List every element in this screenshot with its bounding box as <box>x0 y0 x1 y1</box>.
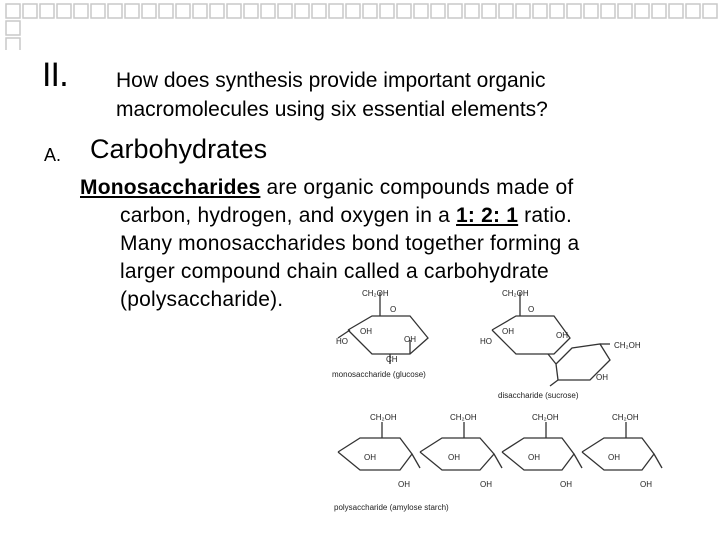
para-line2 <box>80 202 680 230</box>
amylose-oh-2: OH <box>448 453 460 462</box>
corner-square <box>40 4 54 18</box>
sucrose-oh3-label: OH <box>596 373 608 382</box>
corner-square <box>703 4 717 18</box>
para-line4: larger compound chain called a carbohydrate <box>120 260 549 283</box>
corner-square <box>125 4 139 18</box>
corner-square <box>567 4 581 18</box>
glucose-o-label: O <box>390 305 397 314</box>
amylose-oh-8: OH <box>640 480 652 489</box>
polysaccharide-caption: polysaccharide (amylose starch) <box>334 503 449 512</box>
corner-square <box>278 4 292 18</box>
corner-square <box>193 4 207 18</box>
para-text3: ratio. <box>518 204 573 227</box>
sucrose-ch2oh-label: CH₂OH <box>502 289 529 298</box>
corner-square <box>295 4 309 18</box>
corner-square <box>448 4 462 18</box>
amylose-oh-4: OH <box>608 453 620 462</box>
corner-square <box>635 4 649 18</box>
corner-square <box>414 4 428 18</box>
corner-square <box>431 4 445 18</box>
amylose-oh-5: OH <box>398 480 410 489</box>
section-question: How does synthesis provide important organic macromolecules using six essential elements? <box>116 69 548 121</box>
glucose-oh-label: OH <box>360 327 372 336</box>
amylose-oh-1: OH <box>364 453 376 462</box>
monosaccharide-caption: monosaccharide (glucose) <box>332 370 426 379</box>
corner-square <box>584 4 598 18</box>
corner-square <box>652 4 666 18</box>
amylose-ch2oh-1: CH₂OH <box>370 413 397 422</box>
corner-square <box>533 4 547 18</box>
corner-square <box>312 4 326 18</box>
corner-square <box>465 4 479 18</box>
corner-square <box>550 4 564 18</box>
corner-square <box>91 4 105 18</box>
corner-square <box>601 4 615 18</box>
term-monosaccharides: Monosaccharides <box>80 176 261 199</box>
corner-square <box>346 4 360 18</box>
corner-square <box>23 4 37 18</box>
sucrose-ch2oh2-label: CH₂OH <box>614 341 641 350</box>
corner-square <box>261 4 275 18</box>
corner-square <box>516 4 530 18</box>
amylose-ch2oh-3: CH₂OH <box>532 413 559 422</box>
sucrose-oh-label: OH <box>502 327 514 336</box>
subsection-letter: A. <box>44 145 62 165</box>
para-text1: are organic compounds made of <box>260 176 574 199</box>
corner-decoration <box>0 0 720 50</box>
corner-square <box>686 4 700 18</box>
corner-square <box>380 4 394 18</box>
corner-square <box>363 4 377 18</box>
corner-square <box>159 4 173 18</box>
sucrose-o-label: O <box>528 305 535 314</box>
corner-square <box>397 4 411 18</box>
sucrose-ho-label: HO <box>480 337 492 346</box>
amylose-oh-7: OH <box>560 480 572 489</box>
sucrose-rings <box>492 292 610 386</box>
ratio-value: 1: 2: 1 <box>456 204 519 227</box>
glucose-oh2-label: OH <box>404 335 416 344</box>
corner-square <box>6 21 20 35</box>
para-text2: carbon, hydrogen, and oxygen in a <box>120 204 457 227</box>
section-number: II. <box>42 56 69 94</box>
corner-square <box>108 4 122 18</box>
para-line3: Many monosaccharides bond together forming a <box>120 232 580 255</box>
corner-square <box>142 4 156 18</box>
corner-square <box>482 4 496 18</box>
glucose-ho-label: HO <box>336 337 348 346</box>
carbohydrate-structures-diagram <box>320 282 700 522</box>
corner-square <box>74 4 88 18</box>
corner-square <box>499 4 513 18</box>
corner-square <box>6 38 20 50</box>
glucose-ring <box>338 292 428 364</box>
amylose-oh-3: OH <box>528 453 540 462</box>
corner-square <box>669 4 683 18</box>
para-line5: (polysaccharide). <box>120 288 284 311</box>
glucose-ch2oh-label: CH₂OH <box>362 289 389 298</box>
corner-square <box>618 4 632 18</box>
corner-square <box>57 4 71 18</box>
corner-square <box>176 4 190 18</box>
subsection-title: Carbohydrates <box>90 134 268 164</box>
sucrose-oh2-label: OH <box>556 331 568 340</box>
amylose-ch2oh-4: CH₂OH <box>612 413 639 422</box>
corner-square <box>210 4 224 18</box>
disaccharide-caption: disaccharide (sucrose) <box>498 391 579 400</box>
amylose-oh-6: OH <box>480 480 492 489</box>
amylose-ch2oh-2: CH₂OH <box>450 413 477 422</box>
amylose-chain <box>338 422 662 470</box>
corner-square <box>6 4 20 18</box>
corner-square <box>227 4 241 18</box>
corner-square <box>329 4 343 18</box>
corner-square <box>244 4 258 18</box>
glucose-ch-label: CH <box>386 355 398 364</box>
